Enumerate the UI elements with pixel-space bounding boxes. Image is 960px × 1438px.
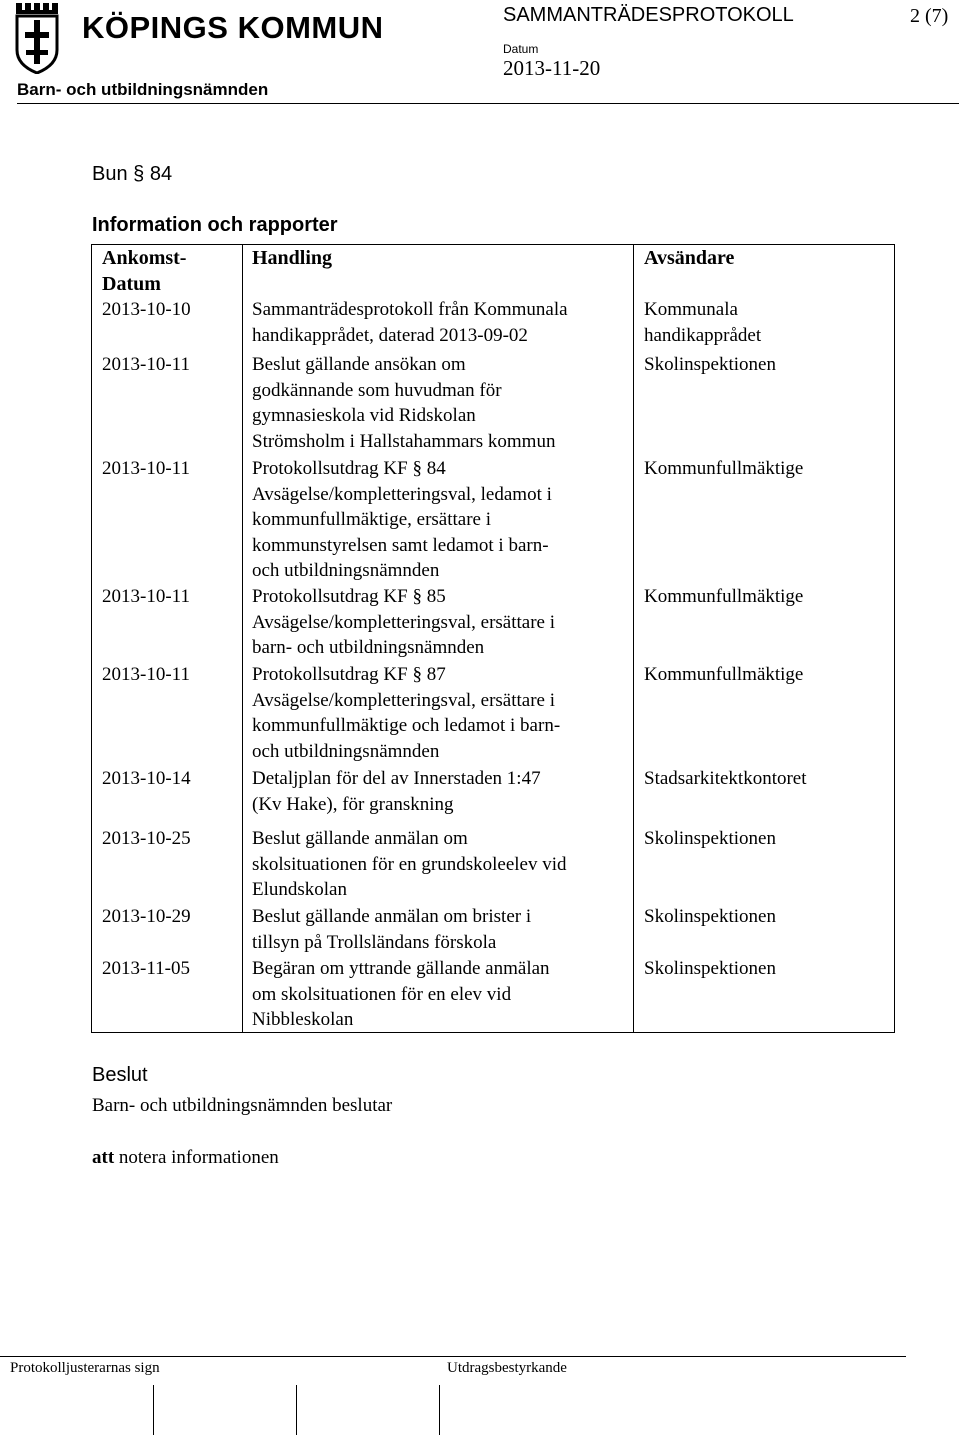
row-document: [252, 662, 560, 764]
document-line: handikapprådet, daterad 2013-09-02: [252, 324, 528, 346]
document-line: godkännande som huvudman för: [252, 379, 502, 401]
document-line: Beslut gällande anmälan om brister i: [252, 906, 532, 927]
att-text: notera informationen: [114, 1147, 279, 1168]
document-line: kommunfullmäktige och ledamot i barn-: [252, 715, 561, 736]
row-date: 2013-10-25: [102, 828, 191, 849]
row-sender: [644, 662, 803, 688]
header-arrival-line2: Datum: [102, 272, 161, 295]
footer-divider: [0, 1356, 906, 1357]
sender-line: Kommunala: [644, 299, 738, 320]
row-document: [252, 352, 555, 454]
row-date: 2013-10-11: [102, 586, 190, 607]
row-sender: [644, 584, 803, 610]
document-line: om skolsituationen för en elev vid: [252, 983, 512, 1005]
row-sender: [644, 956, 776, 982]
att-word: att: [92, 1147, 115, 1168]
document-line: Avsägelse/kompletteringsval, ersättare i: [252, 611, 556, 633]
row-date: 2013-10-11: [102, 458, 190, 479]
header-document: Handling: [252, 247, 333, 269]
sender-line: Skolinspektionen: [644, 354, 776, 375]
document-line: skolsituationen för en grundskoleelev vid: [252, 853, 567, 875]
row-sender: [644, 352, 776, 378]
document-line: (Kv Hake), för granskning: [252, 793, 454, 815]
row-date: 2013-11-05: [102, 958, 190, 979]
signature-box-line: [439, 1385, 440, 1435]
date-label: Datum: [503, 42, 539, 56]
sender-line: Skolinspektionen: [644, 958, 776, 979]
header-divider: [17, 103, 959, 104]
row-document: [252, 456, 552, 584]
document-line: och utbildningsnämnden: [252, 560, 440, 581]
sender-line: handikapprådet: [644, 324, 762, 346]
document-line: Protokollsutdrag KF § 85: [252, 586, 446, 607]
row-document: [252, 956, 550, 1033]
row-document: [252, 584, 555, 661]
document-line: Strömsholm i Hallstahammars kommun: [252, 430, 556, 452]
row-document: [252, 297, 568, 348]
document-type: SAMMANTRÄDESPROTOKOLL: [503, 4, 794, 26]
row-date: 2013-10-10: [102, 299, 191, 320]
row-sender: [644, 456, 803, 482]
row-sender: [644, 766, 807, 792]
decision-body: Barn- och utbildningsnämnden beslutar: [92, 1095, 393, 1116]
document-line: kommunstyrelsen samt ledamot i barn-: [252, 534, 549, 556]
sender-line: Kommunfullmäktige: [644, 664, 804, 685]
row-date: 2013-10-11: [102, 664, 190, 685]
document-line: Begäran om yttrande gällande anmälan: [252, 958, 550, 979]
header-arrival: [102, 246, 186, 297]
row-date: 2013-10-14: [102, 768, 191, 789]
page-number: 2 (7): [910, 5, 949, 27]
row-document: [252, 766, 541, 817]
column-divider: [242, 245, 243, 1032]
row-document: [252, 904, 531, 955]
document-line: gymnasieskola vid Ridskolan: [252, 405, 476, 426]
row-sender: [644, 297, 761, 348]
document-line: Protokollsutdrag KF § 87: [252, 664, 446, 685]
document-line: Detaljplan för del av Innerstaden 1:47: [252, 768, 541, 789]
signature-box-line: [296, 1385, 297, 1435]
row-sender: [644, 904, 776, 930]
document-line: Beslut gällande anmälan om: [252, 828, 468, 849]
row-document: [252, 826, 567, 903]
signature-label: Protokolljusterarnas sign: [10, 1360, 160, 1376]
document-line: Elundskolan: [252, 879, 347, 900]
extract-label: Utdragsbestyrkande: [447, 1360, 567, 1376]
coat-of-arms-icon: [14, 2, 64, 74]
row-date: 2013-10-29: [102, 906, 191, 927]
decision-clause: [92, 1147, 279, 1169]
document-line: kommunfullmäktige, ersättare i: [252, 509, 492, 530]
documents-table: [91, 244, 895, 1033]
section-heading: Information och rapporter: [92, 214, 338, 236]
sender-line: Skolinspektionen: [644, 828, 776, 849]
document-line: barn- och utbildningsnämnden: [252, 637, 485, 658]
document-line: Avsägelse/kompletteringsval, ersättare i: [252, 689, 556, 711]
sender-line: Skolinspektionen: [644, 906, 776, 927]
document-line: tillsyn på Trollsländans förskola: [252, 931, 497, 953]
section-number: Bun § 84: [92, 163, 173, 185]
municipality-name: KÖPINGS KOMMUN: [82, 10, 384, 45]
document-line: Protokollsutdrag KF § 84: [252, 458, 446, 479]
date-value: 2013-11-20: [503, 56, 601, 80]
sender-line: Kommunfullmäktige: [644, 586, 804, 607]
committee-name: Barn- och utbildningsnämnden: [17, 80, 269, 99]
header-sender: Avsändare: [644, 247, 735, 269]
signature-box-line: [153, 1385, 154, 1435]
sender-line: Kommunfullmäktige: [644, 458, 804, 479]
document-line: Sammanträdesprotokoll från Kommunala: [252, 299, 568, 320]
header-arrival-line1: Ankomst-: [102, 247, 187, 269]
document-line: Nibbleskolan: [252, 1009, 354, 1030]
sender-line: Stadsarkitektkontoret: [644, 768, 807, 789]
document-line: Avsägelse/kompletteringsval, ledamot i: [252, 483, 552, 505]
document-line: Beslut gällande ansökan om: [252, 354, 466, 375]
decision-heading: Beslut: [92, 1064, 148, 1086]
row-sender: [644, 826, 776, 852]
column-divider: [633, 245, 634, 1032]
document-line: och utbildningsnämnden: [252, 740, 440, 762]
municipality-logo: [14, 2, 384, 76]
row-date: 2013-10-11: [102, 354, 190, 375]
